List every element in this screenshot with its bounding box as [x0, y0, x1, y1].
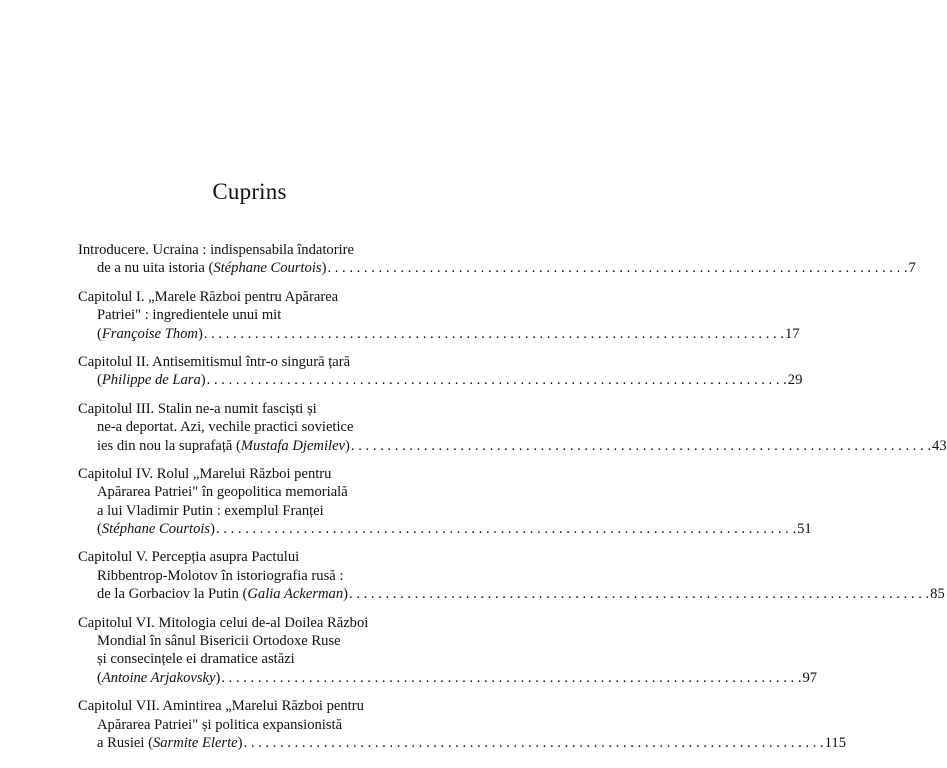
toc-entry-line: Capitolul VI. Mitologia celui de-al Doilea Război — [78, 614, 369, 631]
toc-entry-text: ) — [345, 437, 350, 454]
toc-entry-text: ) — [197, 325, 203, 342]
toc-entry-line: ne-a deportat. Azi, vechile practici sovietice — [97, 419, 354, 436]
toc-entry-line: Patriei" : ingredientele unui mit — [97, 307, 282, 324]
dot-leader: . . . . . . . . . . . . . . . . . . . . . . . . . . . . . . . . . . . . . . . . . . . . . . . . . . . . . . . . . . . . . . . . . . . . . . . . . . . . . . . . — [350, 437, 932, 454]
toc-entry-last-line — [78, 437, 947, 455]
toc-entry-author: Mustafa Djemilev — [240, 437, 346, 454]
toc-entry-page-number: 51 — [797, 521, 812, 538]
toc-entry-text: ( — [97, 372, 102, 389]
dot-leader: . . . . . . . . . . . . . . . . . . . . . . . . . . . . . . . . . . . . . . . . . . . . . . . . . . . . . . . . . . . . . . . . . . . . . . . . . . . . . . . . — [243, 734, 824, 751]
toc-entry-page-number: 43 — [932, 437, 947, 454]
toc-entry-author: Stéphane Courtois — [101, 521, 211, 538]
toc-entry-last-line — [78, 371, 803, 389]
toc-entry-text: de a nu uita istoria ( — [97, 260, 214, 277]
toc-entry-page-number: 29 — [787, 372, 803, 389]
toc-entry-text: ( — [97, 521, 102, 538]
toc-entry-last-line — [78, 669, 818, 687]
toc-entry-text: de la Gorbaciov la Putin ( — [97, 586, 248, 603]
toc-entry-text: ) — [237, 734, 243, 751]
toc-entry-last-line — [78, 259, 916, 277]
toc-entry-line: Introducere. Ucraina : indispensabila îndatorire — [78, 242, 354, 258]
toc-entry-author: Antoine Arjakovsky — [101, 669, 216, 686]
toc-entry-line: Capitolul VII. Amintirea „Marelui Război pentru — [78, 698, 364, 715]
toc-entry-line: Capitolul I. „Marele Război pentru Apărarea — [78, 288, 339, 305]
toc-entry-page-number: 115 — [824, 734, 846, 751]
toc-entry — [78, 614, 818, 688]
toc-entry-text: a Rusiei ( — [97, 734, 153, 751]
toc-entry-line: a lui Vladimir Putin : exemplul Franței — [97, 502, 324, 519]
toc-entry-page-number: 85 — [930, 586, 945, 603]
dot-leader: . . . . . . . . . . . . . . . . . . . . . . . . . . . . . . . . . . . . . . . . . . . . . . . . . . . . . . . . . . . . . . . . . . . . . . . . . . . . . . . . — [206, 372, 787, 389]
toc-entry-line: Capitolul V. Percepția asupra Pactului — [78, 549, 300, 566]
dot-leader: . . . . . . . . . . . . . . . . . . . . . . . . . . . . . . . . . . . . . . . . . . . . . . . . . . . . . . . . . . . . . . . . . . . . . . . . . . . . . . . . — [349, 586, 930, 603]
toc-entry — [78, 353, 803, 390]
dot-leader: . . . . . . . . . . . . . . . . . . . . . . . . . . . . . . . . . . . . . . . . . . . . . . . . . . . . . . . . . . . . . . . . . . . . . . . . . . . . . . . . — [327, 260, 908, 277]
toc-entry-line: Apărarea Patriei" și politica expansionistă — [97, 716, 343, 733]
toc-entry-page-number: 97 — [802, 669, 818, 686]
toc-entry-line: Capitolul II. Antisemitismul într-o singură țară — [78, 353, 351, 370]
toc-entry-line: Apărarea Patriei" în geopolitica memorială — [97, 484, 348, 501]
toc-entry-last-line — [78, 520, 812, 538]
table-of-contents — [78, 241, 947, 752]
toc-entry-line: Capitolul III. Stalin ne-a numit fasciști și — [78, 400, 317, 417]
toc-entry — [78, 400, 947, 455]
toc-entry-page-number: 7 — [908, 260, 916, 277]
toc-entry-author: Françoise Thom — [101, 325, 198, 342]
toc-entry-text: ( — [97, 669, 102, 686]
toc-entry-last-line — [78, 585, 945, 603]
page-title: Cuprins — [212, 179, 287, 204]
toc-entry-author: Galia Ackerman — [247, 586, 344, 603]
toc-entry-text: ) — [215, 669, 221, 686]
toc-entry — [78, 288, 800, 343]
dot-leader: . . . . . . . . . . . . . . . . . . . . . . . . . . . . . . . . . . . . . . . . . . . . . . . . . . . . . . . . . . . . . . . . . . . . . . . . . . . . . . . . — [221, 669, 802, 686]
toc-entry-author: Philippe de Lara — [101, 372, 201, 389]
toc-entry-text: ) — [210, 521, 215, 538]
toc-entry — [78, 697, 846, 752]
toc-entry-last-line — [78, 325, 800, 343]
toc-entry-author: Sarmite Elerte — [152, 734, 238, 751]
toc-entry-text: ies din nou la suprafață ( — [97, 437, 241, 454]
toc-entry-author: Stéphane Courtois — [213, 260, 322, 277]
toc-entry — [78, 548, 945, 603]
toc-entry — [78, 241, 916, 278]
dot-leader: . . . . . . . . . . . . . . . . . . . . . . . . . . . . . . . . . . . . . . . . . . . . . . . . . . . . . . . . . . . . . . . . . . . . . . . . . . . . . . . . — [216, 521, 797, 538]
toc-entry-text: ) — [321, 260, 327, 277]
toc-entry-line: și consecințele ei dramatice astăzi — [97, 651, 295, 668]
toc-entry-text: ( — [97, 325, 102, 342]
toc-entry-line: Capitolul IV. Rolul „Marelui Război pentru — [78, 465, 332, 482]
toc-entry — [78, 465, 812, 539]
toc-entry-line: Ribbentrop-Molotov în istoriografia rusă : — [97, 567, 344, 584]
toc-entry-page-number: 17 — [784, 325, 800, 342]
toc-entry-text: ) — [200, 372, 206, 389]
toc-entry-text: ) — [343, 586, 349, 603]
dot-leader: . . . . . . . . . . . . . . . . . . . . . . . . . . . . . . . . . . . . . . . . . . . . . . . . . . . . . . . . . . . . . . . . . . . . . . . . . . . . . . . . — [203, 325, 784, 342]
toc-entry-last-line — [78, 734, 846, 752]
toc-entry-line: Mondial în sânul Bisericii Ortodoxe Ruse — [97, 633, 341, 650]
